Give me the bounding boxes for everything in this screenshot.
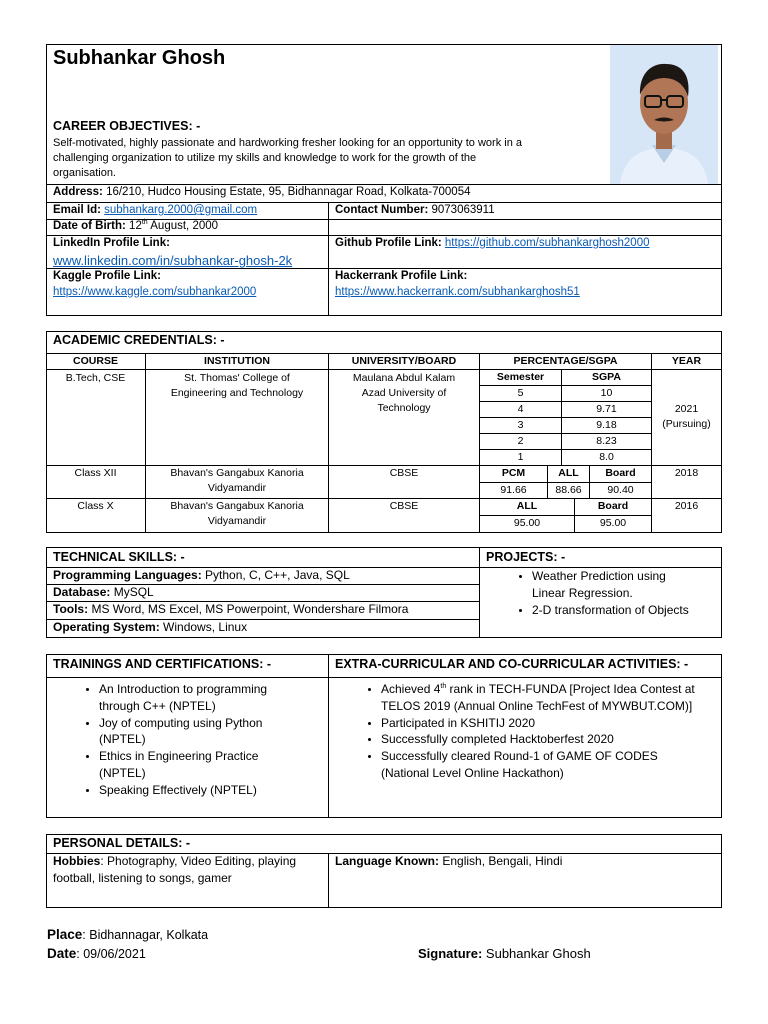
candidate-name: Subhankar Ghosh: [53, 47, 226, 69]
activities-heading: EXTRA-CURRICULAR AND CO-CURRICULAR ACTIVITIES: -: [335, 657, 689, 671]
signature-row: [418, 946, 591, 961]
projects-list-wrapper: [486, 568, 718, 618]
class10-year: 2016: [674, 500, 699, 512]
hobbies-value: : Photography, Video Editing, playing football, listening to songs, gamer: [53, 854, 297, 885]
semester-cell: 4: [517, 403, 524, 415]
phone-value: 9073063911: [431, 204, 495, 216]
date-value: : 09/06/2021: [76, 947, 146, 961]
activity-item: • Successfully completed Hacktoberfest 2020: [381, 731, 718, 748]
activities-list-wrapper: [335, 681, 718, 782]
objective-line-3: organisation.: [53, 167, 116, 179]
phone-label: Contact Number:: [335, 204, 429, 216]
hackerrank-label: Hackerrank Profile Link:: [335, 270, 468, 282]
class10-institution-2: Vidyamandir: [207, 515, 267, 527]
address-row: [53, 185, 471, 200]
semester-cell: 2: [517, 435, 524, 447]
semester-cell: 3: [517, 419, 524, 431]
class12-board: CBSE: [389, 467, 419, 479]
sgpa-cell: 9.71: [596, 403, 617, 415]
hackerrank-link[interactable]: https://www.hackerrank.com/subhankarghosh51: [335, 286, 580, 298]
skill-tools: Tools: MS Word, MS Excel, MS Powerpoint, Wondershare Filmora: [53, 602, 409, 616]
class12-course: Class XII: [74, 467, 117, 479]
class12-board-value: 90.40: [607, 484, 634, 496]
col-institution: INSTITUTION: [204, 355, 270, 367]
linkedin-link[interactable]: www.linkedin.com/in/subhankar-ghosh-2k: [53, 253, 293, 268]
trainings-heading: TRAININGS AND CERTIFICATIONS: -: [53, 657, 272, 671]
activities-list: [335, 681, 718, 782]
semester-cell: 5: [517, 387, 524, 399]
class10-board-header: Board: [597, 500, 629, 512]
date-label: Date: [47, 946, 77, 961]
sgpa-cell: 8.23: [596, 435, 617, 447]
class10-board: CBSE: [389, 500, 419, 512]
class10-all-value: 95.00: [513, 517, 541, 529]
btech-university-1: Maulana Abdul Kalam: [352, 372, 456, 384]
class10-course: Class X: [77, 500, 114, 512]
place-value: : Bidhannagar, Kolkata: [82, 928, 209, 942]
trainings-list: [53, 681, 323, 799]
sgpa-header: SGPA: [592, 371, 621, 383]
project-item: • Weather Prediction using Linear Regression.: [532, 568, 702, 602]
class12-board-header: Board: [605, 467, 636, 479]
github-label: Github Profile Link:: [335, 237, 442, 249]
sgpa-cell: 8.0: [599, 451, 614, 463]
semester-cell: 1: [517, 451, 524, 463]
place-row: [47, 927, 208, 943]
linkedin-label: LinkedIn Profile Link:: [53, 237, 170, 249]
btech-course: B.Tech, CSE: [65, 372, 126, 384]
project-item: • 2-D transformation of Objects: [532, 602, 718, 619]
col-course: COURSE: [73, 355, 118, 367]
dob-row: [53, 219, 218, 234]
col-university: UNIVERSITY/BOARD: [351, 355, 457, 367]
projects-list: [486, 568, 718, 618]
objective-line-1: Self-motivated, highly passionate and hardworking fresher looking for an opportunity to work in a: [53, 137, 522, 149]
date-row: [47, 946, 146, 962]
hobbies-label: Hobbies: [53, 854, 101, 868]
technical-skills-heading: TECHNICAL SKILLS: -: [53, 550, 185, 564]
class12-all-value: 88.66: [555, 484, 582, 496]
email-link[interactable]: subhankarg.2000@gmail.com: [104, 204, 258, 216]
activity-item: • Participated in KSHITIJ 2020: [381, 715, 718, 732]
semester-header: Semester: [496, 371, 545, 383]
skill-programming: Programming Languages: Python, C, C++, Java, SQL: [53, 568, 350, 582]
dob-suffix: th: [141, 219, 148, 227]
address-value: 16/210, Hudco Housing Estate, 95, Bidhannagar Road, Kolkata-700054: [106, 186, 471, 198]
activity-item: • Achieved 4th rank in TECH-FUNDA [Project Idea Contest at TELOS 2019 (Annual Online TechFest of MYWBUT.COM)]: [381, 681, 711, 715]
class10-institution-1: Bhavan's Gangabux Kanoria: [170, 500, 304, 512]
class12-year: 2018: [674, 467, 699, 479]
col-year: YEAR: [671, 355, 702, 367]
career-objectives-heading: CAREER OBJECTIVES: -: [53, 119, 201, 133]
github-link[interactable]: https://github.com/subhankarghosh2000: [444, 237, 650, 249]
academic-heading: ACADEMIC CREDENTIALS: -: [53, 333, 225, 347]
kaggle-label: Kaggle Profile Link:: [53, 270, 161, 282]
hobbies-row: [53, 853, 323, 887]
training-item: • Joy of computing using Python (NPTEL): [99, 715, 299, 749]
signature-label: Signature:: [418, 946, 483, 961]
address-label: Address:: [53, 186, 103, 198]
class12-pcm-value: 91.66: [500, 484, 527, 496]
class12-all-header: ALL: [558, 467, 579, 479]
skill-database: Database: MySQL: [53, 585, 154, 599]
training-item: • Ethics in Engineering Practice (NPTEL): [99, 748, 279, 782]
dob-rest: August, 2000: [150, 220, 219, 232]
signature-value: Subhankar Ghosh: [485, 946, 591, 961]
languages-label: Language Known:: [335, 854, 439, 868]
btech-year-note: (Pursuing): [662, 418, 711, 430]
phone-row: [335, 203, 495, 218]
email-row: [53, 203, 257, 218]
languages-value: English, Bengali, Hindi: [442, 854, 563, 868]
languages-row: [335, 854, 562, 869]
trainings-list-wrapper: [53, 681, 323, 799]
email-label: Email Id:: [53, 204, 101, 216]
class10-board-value: 95.00: [599, 517, 627, 529]
btech-institution-1: St. Thomas' College of: [184, 372, 290, 384]
btech-institution-2: Engineering and Technology: [170, 387, 304, 399]
col-percentage: PERCENTAGE/SGPA: [513, 355, 618, 367]
training-item: • Speaking Effectively (NPTEL): [99, 782, 323, 799]
btech-university-3: Technology: [377, 402, 431, 414]
class12-pcm-header: PCM: [501, 467, 526, 479]
skill-os: Operating System: Windows, Linux: [53, 620, 248, 634]
btech-university-2: Azad University of: [361, 387, 447, 399]
class10-all-header: ALL: [516, 500, 538, 512]
dob-day: 12: [129, 220, 142, 232]
kaggle-link[interactable]: https://www.kaggle.com/subhankar2000: [53, 286, 257, 298]
activity-item: • Successfully cleared Round-1 of GAME OF CODES (National Level Online Hackathon): [381, 748, 691, 782]
training-item: • An Introduction to programming through C++ (NPTEL): [99, 681, 299, 715]
class12-institution-1: Bhavan's Gangabux Kanoria: [170, 467, 304, 479]
class12-institution-2: Vidyamandir: [207, 482, 267, 494]
personal-heading: PERSONAL DETAILS: -: [53, 836, 191, 850]
place-label: Place: [47, 927, 83, 942]
sgpa-cell: 9.18: [596, 419, 617, 431]
dob-label: Date of Birth:: [53, 220, 126, 232]
profile-photo: [610, 45, 718, 184]
projects-heading: PROJECTS: -: [486, 550, 566, 564]
sgpa-cell: 10: [600, 387, 613, 399]
github-row: [335, 236, 650, 251]
objective-line-2: challenging organization to utilize my skills and knowledge to work for the growth of the: [53, 152, 477, 164]
btech-year: 2021: [674, 403, 699, 415]
